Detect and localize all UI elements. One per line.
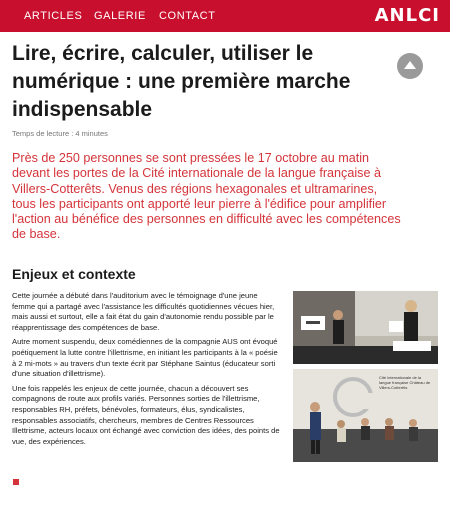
top-navigation-bar xyxy=(0,0,450,32)
photo-banner-text: Cité internationale de la langue française Château de Villers-Cotterêts xyxy=(379,375,431,390)
section-heading: Enjeux et contexte xyxy=(12,266,136,282)
article-body xyxy=(12,291,282,451)
nav-contact-link[interactable]: CONTACT xyxy=(159,10,216,22)
article-title: Lire, écrire, calculer, utiliser le numérique : une première marche indispensable xyxy=(12,42,351,121)
paragraph: Cette journée a débuté dans l'auditorium avec le témoignage d'une jeune femme qui a partagé avec l'assistance les difficultés quotidiennes vécues hier, mais aussi et surtout, elle a fait état du gain d'autonomie rendu possible par le réapprentissage des compétences de base. xyxy=(12,291,275,332)
paragraph: Une fois rappelés les enjeux de cette journée, chacun a découvert ses compagnons de route aux profils variés. Personnes sorties de l'illettrisme, responsables RH, préfets, bénévoles, formateurs, élus, syndicalistes, responsables associatifs, chercheurs, membres de Centres Ressources Illettrisme, acteurs locaux ont échangé avec conviction des idées, des points de vue, des expériences. xyxy=(12,383,280,446)
photo-auditorium-graphic xyxy=(293,291,438,364)
read-time: Temps de lecture : 4 minutes xyxy=(12,129,108,138)
photo-auditorium-performers xyxy=(293,291,438,364)
scroll-to-top-button[interactable] xyxy=(397,53,423,79)
decorative-square xyxy=(13,479,19,485)
nav-galerie-link[interactable]: GALERIE xyxy=(94,10,146,22)
article-lead: Près de 250 personnes se sont pressées le 17 octobre au matin devant les portes de la Cité internationale de la langue française à Villers-Cotterêts. Venus des régions hexagonales et ultramarines, tous les participants ont apporté leur pierre à l'édifice pour amplifier l'action au bénéfice des personnes en difficulté avec les compétences de base. xyxy=(12,151,401,242)
anlci-logo[interactable]: ANLCI xyxy=(374,5,440,26)
nav-articles-link[interactable]: ARTICLES xyxy=(24,10,83,22)
paragraph: Autre moment suspendu, deux comédiennes de la compagnie AUS ont évoqué poétiquement la lutte contre l'illettrisme, en initiant les participants à la « poésie à 2 mi-mots » au travers d'un texte écrit par Stéphane Saintus (éducateur sorti d'une situation d'illettrisme). xyxy=(12,337,278,379)
photo-round-table xyxy=(293,369,438,462)
